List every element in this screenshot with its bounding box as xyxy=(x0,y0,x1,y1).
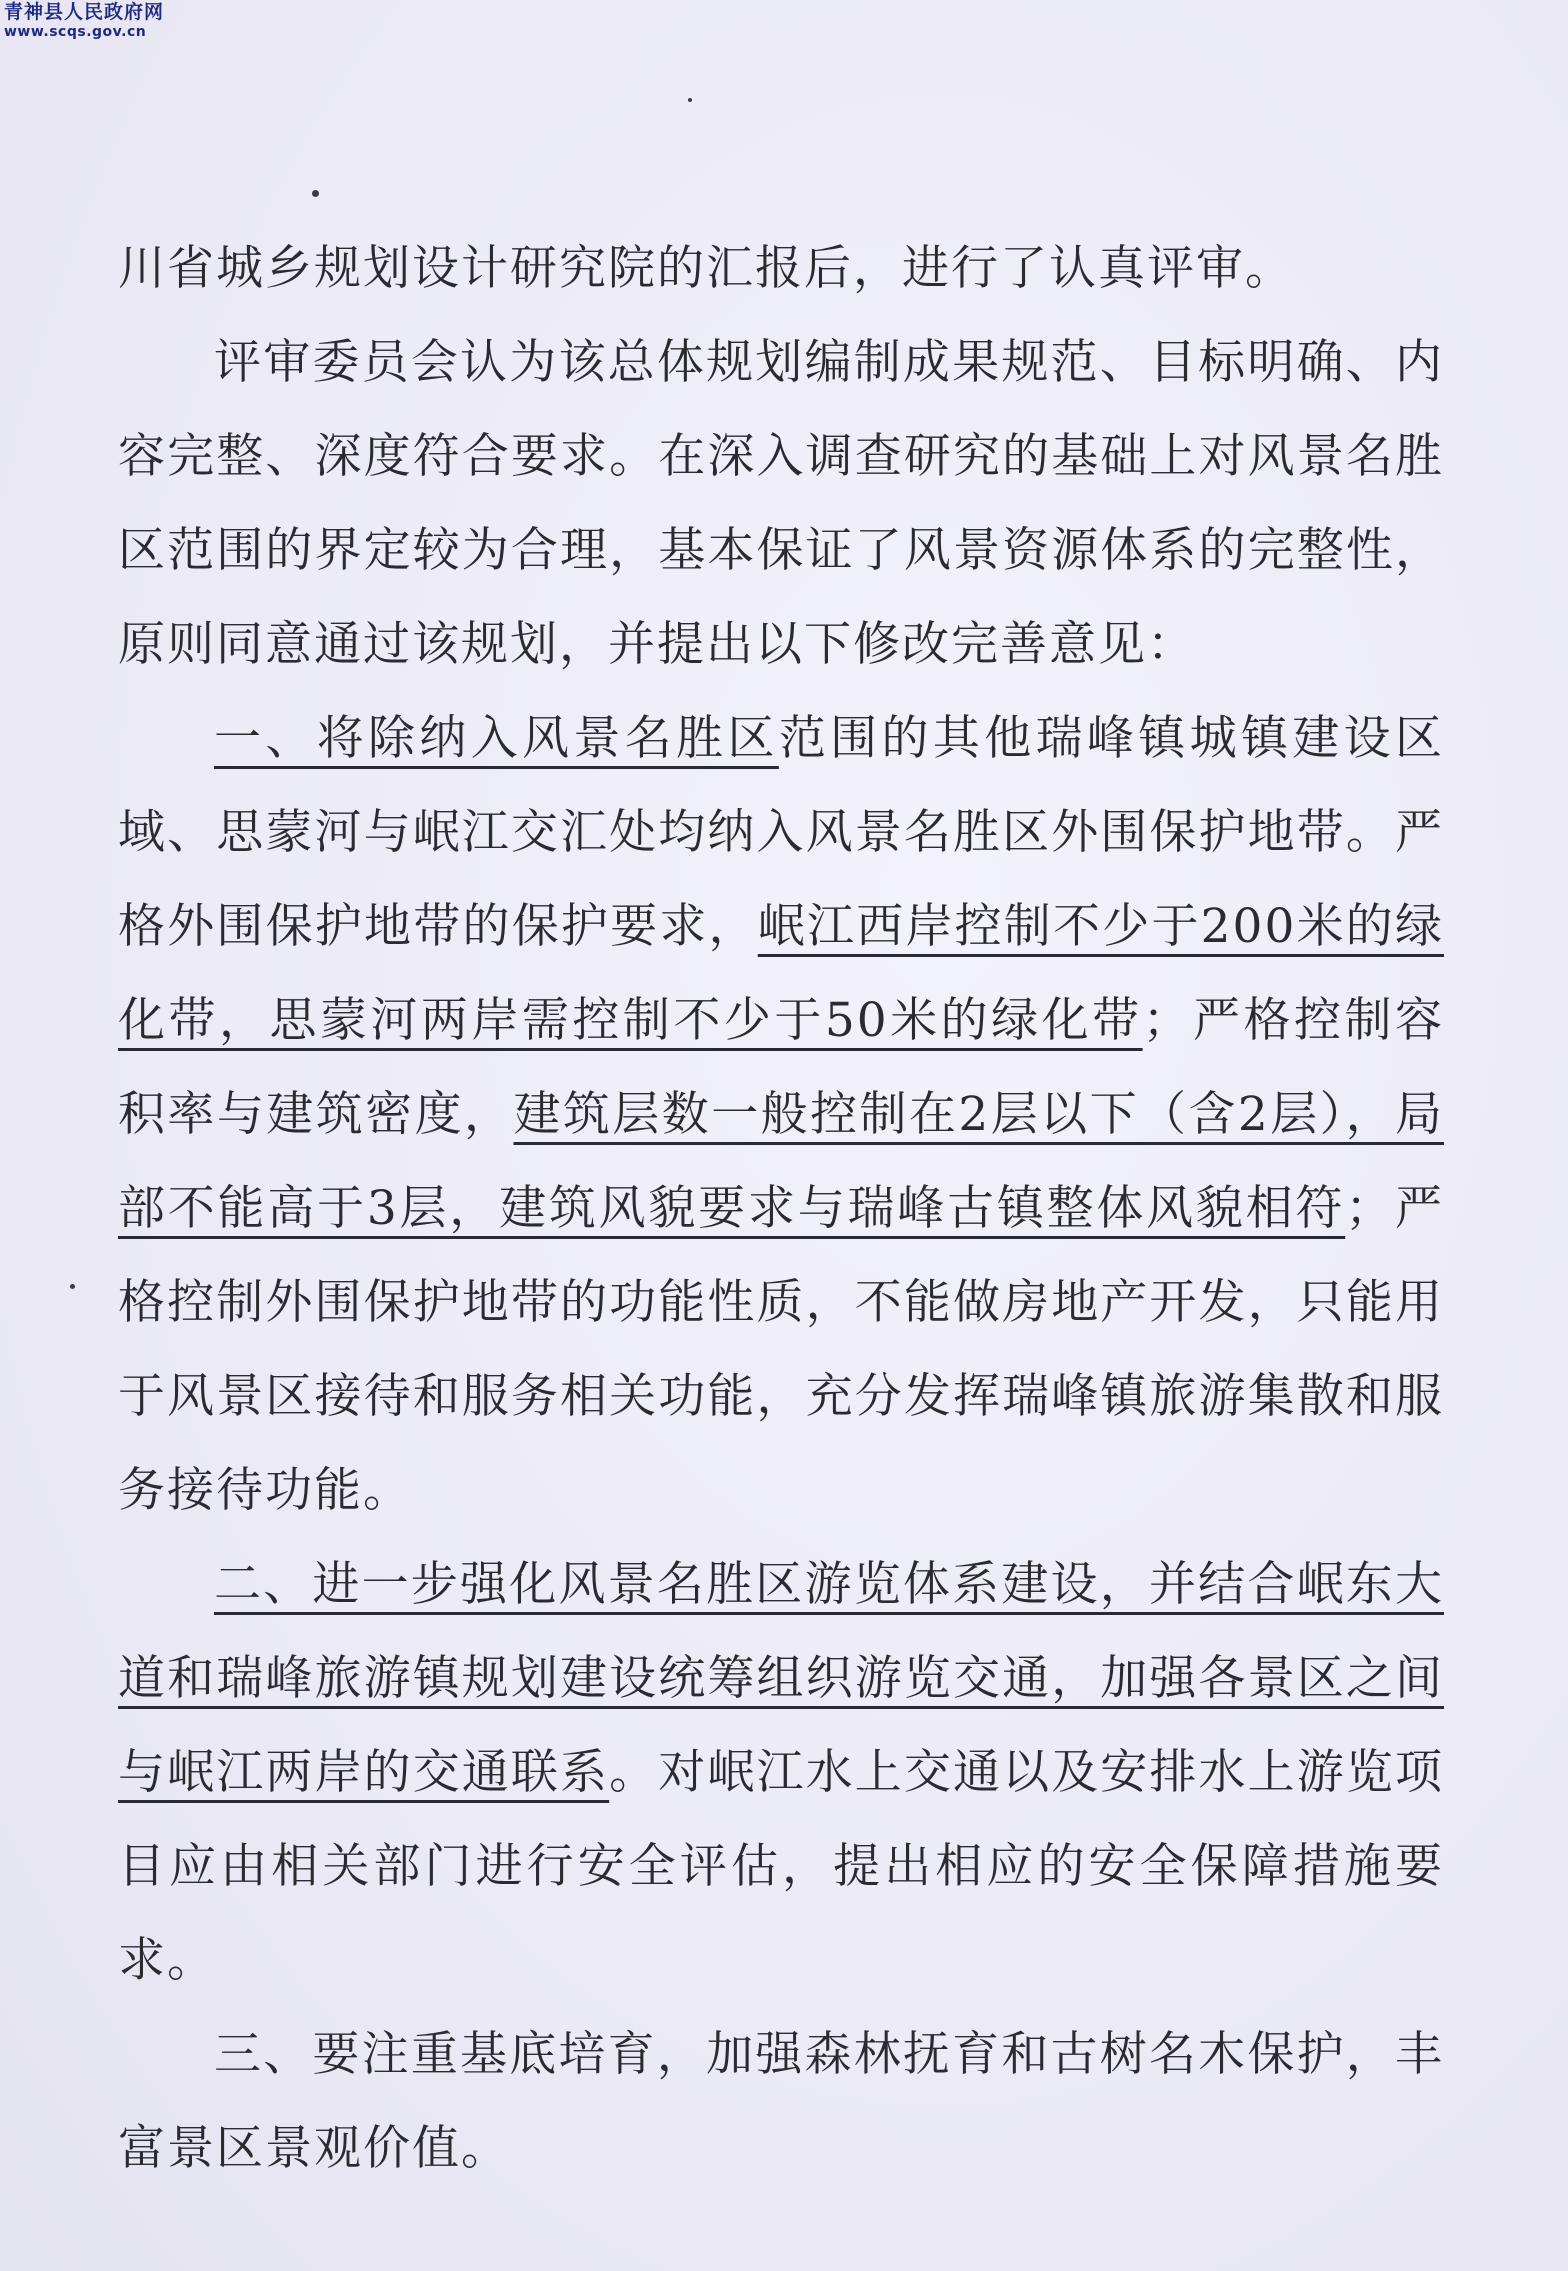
watermark-site-name: 青神县人民政府网 xyxy=(4,1,165,23)
scan-speck xyxy=(70,1284,75,1289)
paragraph-item-two xyxy=(118,1538,1444,2008)
paragraph-text: 范围的其他瑞峰镇城镇建设区域、思蒙河与岷江交汇处均纳入风景名胜区外围保护地带。严格外围保护地带的保护要求， xyxy=(118,711,1445,954)
paragraph-item-three: 三、要注重基底培育，加强森林抚育和古树名木保护，丰富景区景观价值。 xyxy=(118,2027,1444,2176)
paragraph-continuation: 川省城乡规划设计研究院的汇报后，进行了认真评审。 xyxy=(118,241,1294,296)
scan-speck xyxy=(312,190,319,197)
paragraph-text: ；严格控制容积率与建筑密度， xyxy=(118,993,1444,1142)
underlined-text: 二、进一步强化风景名胜区游览体系建设，并结合岷东大道和瑞峰旅游镇规划建设统筹组织游览交通，加强各景区之间与岷江两岸的交通联系 xyxy=(118,1557,1444,1800)
underlined-text: 一、将除纳入风景名胜区 xyxy=(214,711,779,766)
paragraph-review-opinion: 评审委员会认为该总体规划编制成果规范、目标明确、内容完整、深度符合要求。在深入调查研究的基础上对风景名胜区范围的界定较为合理，基本保证了风景资源体系的完整性，原则同意通过该规划，并提出以下修改完善意见： xyxy=(118,335,1444,672)
watermark-site-url: www.scqs.gov.cn xyxy=(4,23,147,40)
site-watermark xyxy=(4,2,164,40)
underlined-text: 建筑层数一般控制在2层以下（含2层），局部不能高于3层，建筑风貌要求与瑞峰古镇整体风貌相符 xyxy=(118,1087,1444,1236)
paragraph-text: ；严格控制外围保护地带的功能性质，不能做房地产开发，只能用于风景区接待和服务相关功能，充分发挥瑞峰镇旅游集散和服务接待功能。 xyxy=(118,1181,1445,1518)
document-body xyxy=(118,222,1444,2196)
underlined-text: 岷江西岸控制不少于200米的绿化带，思蒙河两岸需控制不少于50米的绿化带 xyxy=(118,899,1444,1048)
paragraph-text: 。对岷江水上交通以及安排水上游览项目应由相关部门进行安全评估，提出相应的安全保障措施要求。 xyxy=(118,1745,1445,1988)
paragraph-item-one xyxy=(118,692,1444,1538)
scan-speck xyxy=(688,98,692,102)
